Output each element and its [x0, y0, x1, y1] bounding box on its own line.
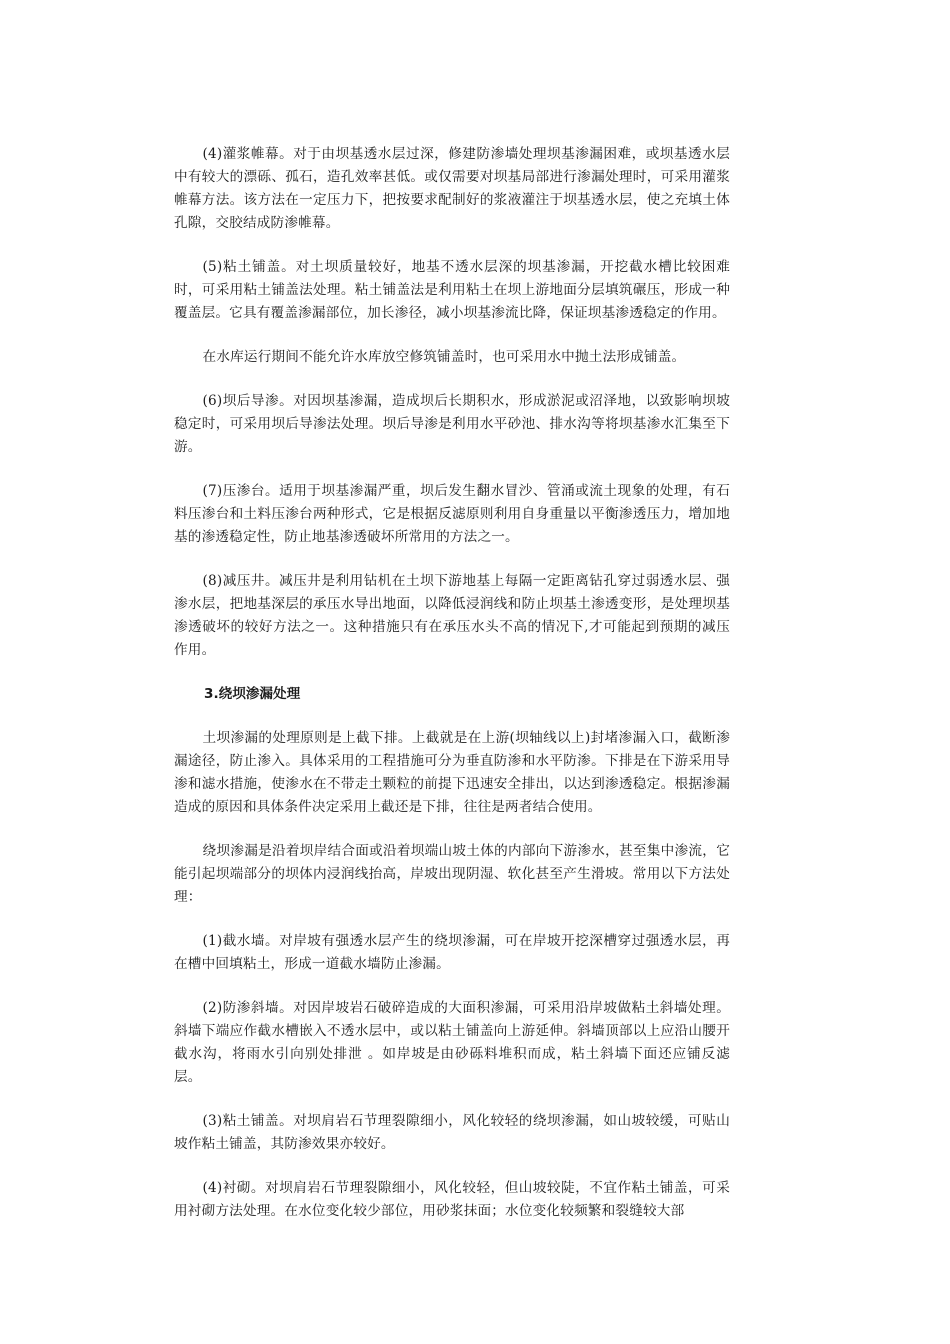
paragraph-downstream-drainage: (6)坝后导渗。对因坝基渗漏，造成坝后长期积水，形成淤泥或沼泽地，以致影响坝坡稳定时，可采用坝后导渗法处理。坝后导渗是利用水平砂池、排水沟等将坝基渗水汇集至下游。: [174, 393, 730, 455]
paragraph-sloping-core: (2)防渗斜墙。对因岸坡岩石破碎造成的大面积渗漏，可采用沿岸坡做粘土斜墙处理。斜墙下端应作截水槽嵌入不透水层中，或以粘土铺盖向上游延伸。斜墙顶部以上应沿山腰开截水沟，将雨水引向别处排泄 。如岸坡是由砂砾料堆积而成，粘土斜墙下面还应铺反滤层。: [174, 1000, 730, 1085]
paragraph-clay-blanket-slope: (3)粘土铺盖。对坝肩岩石节理裂隙细小，风化较轻的绕坝渗漏，如山坡较缓，可贴山坡作粘土铺盖，其防渗效果亦较好。: [174, 1113, 730, 1152]
paragraph-clay-blanket: (5)粘土铺盖。对土坝质量较好，地基不透水层深的坝基渗漏，开挖截水槽比较困难时，可采用粘土铺盖法处理。粘土铺盖法是利用粘土在坝上游地面分层填筑碾压，形成一种覆盖层。它具有覆盖渗漏部位，加长渗径，减小坝基渗流比降，保证坝基渗透稳定的作用。: [174, 259, 730, 321]
paragraph-cutoff-wall: (1)截水墙。对岸坡有强透水层产生的绕坝渗漏，可在岸坡开挖深槽穿过强透水层，再在槽中回填粘土，形成一道截水墙防止渗漏。: [174, 933, 730, 972]
section-heading: 3.绕坝渗漏处理: [204, 686, 301, 702]
document-page: [174, 143, 730, 1223]
paragraph-treatment-principle: 土坝渗漏的处理原则是上截下排。上截就是在上游(坝轴线以上)封堵渗漏入口，截断渗漏途径，防止渗入。具体采用的工程措施可分为垂直防渗和水平防渗。下排是在下游采用导渗和滤水措施，使渗水在不带走土颗粒的前提下迅速安全排出，以达到渗透稳定。根据渗漏造成的原因和具体条件决定采用上截还是下排，往往是两者结合使用。: [174, 730, 730, 815]
paragraph-seepage-berm: (7)压渗台。适用于坝基渗漏严重，坝后发生翻水冒沙、管涌或流土现象的处理，有石料压渗台和土料压渗台两种形式，它是根据反滤原则利用自身重量以平衡渗透压力，增加地基的渗透稳定性，防止地基渗透破坏所常用的方法之一。: [174, 483, 730, 545]
paragraph-abutment-seepage: 绕坝渗漏是沿着坝岸结合面或沿着坝端山坡土体的内部向下游渗水，甚至集中渗流，它能引起坝端部分的坝体内浸润线抬高，岸坡出现阴湿、软化甚至产生滑坡。常用以下方法处理：: [174, 843, 730, 905]
paragraph-lining: (4)衬砌。对坝肩岩石节理裂隙细小，风化较轻，但山坡较陡，不宜作粘土铺盖，可采用衬砌方法处理。在水位变化较少部位，用砂浆抹面；水位变化较频繁和裂缝较大部: [174, 1180, 730, 1219]
paragraph-underwater-dumping: 在水库运行期间不能允许水库放空修筑铺盖时，也可采用水中抛土法形成铺盖。: [202, 349, 686, 365]
paragraph-grout-curtain: (4)灌浆帷幕。对于由坝基透水层过深，修建防渗墙处理坝基渗漏困难，或坝基透水层中有较大的漂砾、孤石，造孔效率甚低。或仅需要对坝基局部进行渗漏处理时，可采用灌浆帷幕方法。该方法在一定压力下，把按要求配制好的浆液灌注于坝基透水层，使之充填土体孔隙，交胶结成防渗帷幕。: [174, 146, 730, 231]
paragraph-relief-well: (8)减压井。减压井是利用钻机在土坝下游地基上每隔一定距离钻孔穿过弱透水层、强渗水层，把地基深层的承压水导出地面，以降低浸润线和防止坝基土渗透变形，是处理坝基渗透破坏的较好方法之一。这种措施只有在承压水头不高的情况下,才可能起到预期的减压作用。: [174, 573, 730, 658]
